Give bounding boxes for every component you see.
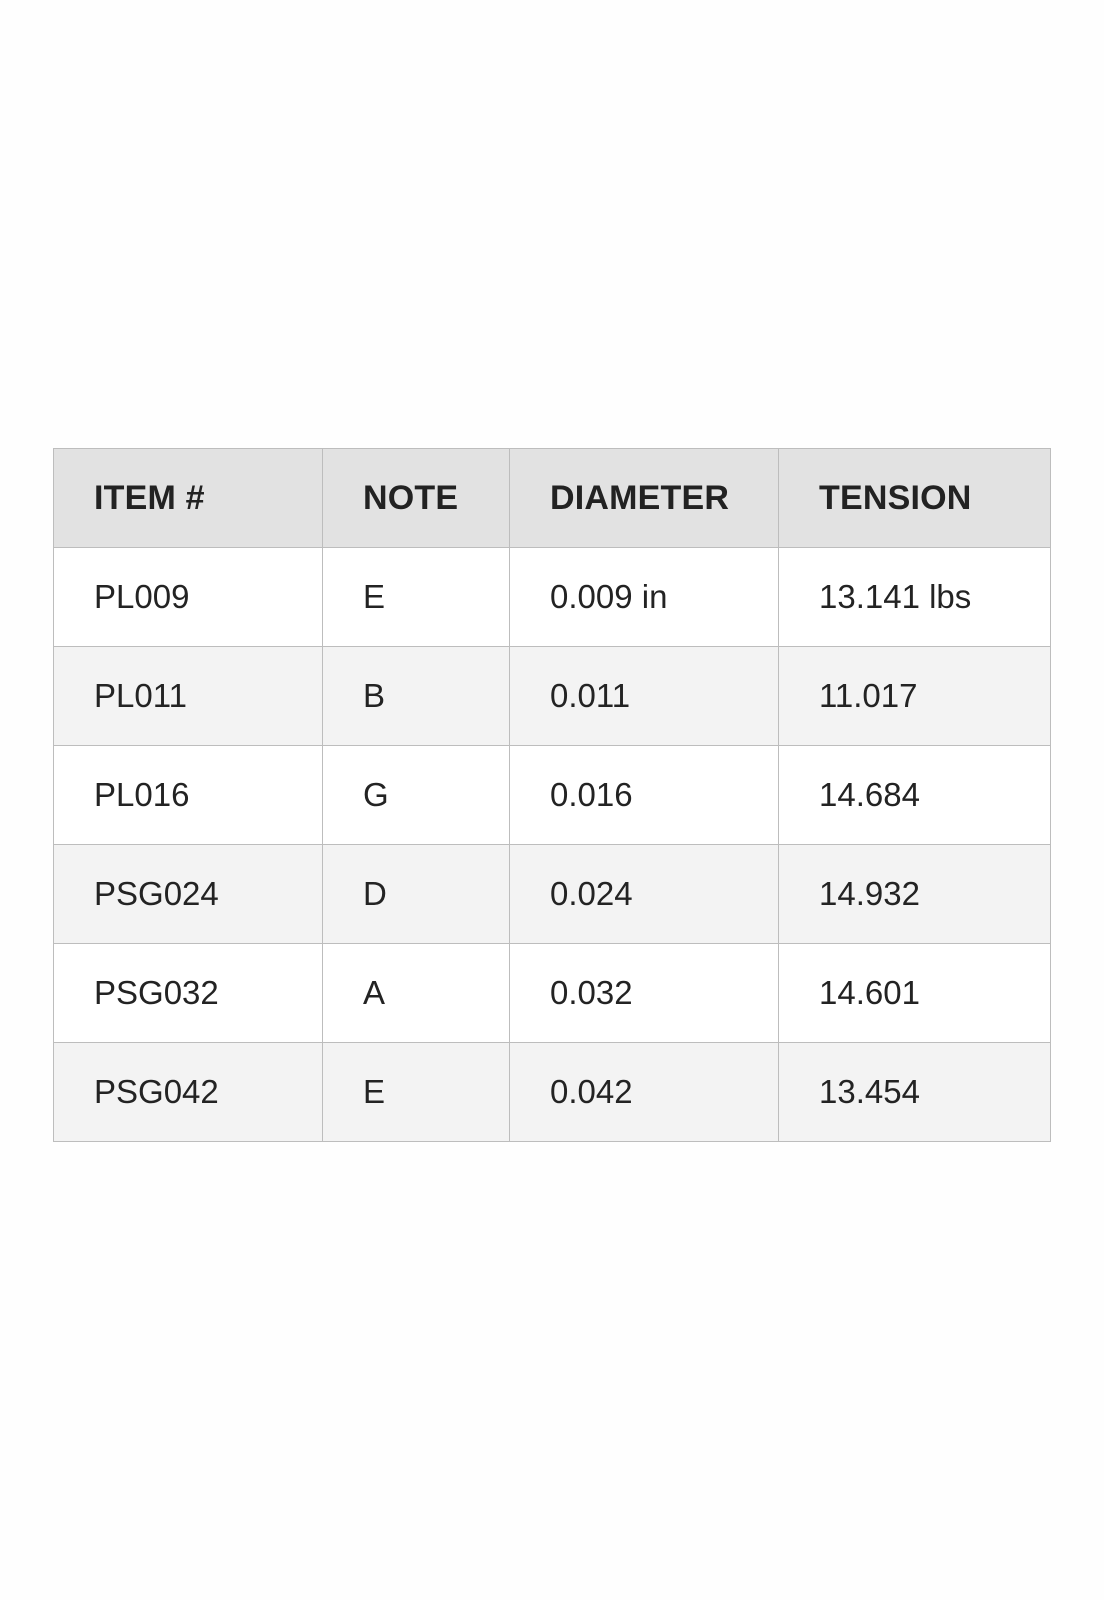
cell-item: PSG032: [54, 944, 323, 1043]
cell-item: PL016: [54, 746, 323, 845]
cell-item: PSG042: [54, 1043, 323, 1142]
cell-diameter: 0.032: [510, 944, 779, 1043]
cell-tension: 13.141 lbs: [779, 548, 1051, 647]
cell-item: PSG024: [54, 845, 323, 944]
cell-item: PL011: [54, 647, 323, 746]
cell-diameter: 0.011: [510, 647, 779, 746]
cell-tension: 14.684: [779, 746, 1051, 845]
cell-note: B: [323, 647, 510, 746]
table-row: [54, 1043, 1051, 1142]
table-row: [54, 647, 1051, 746]
table-row: [54, 548, 1051, 647]
cell-tension: 13.454: [779, 1043, 1051, 1142]
cell-diameter: 0.042: [510, 1043, 779, 1142]
table-row: [54, 746, 1051, 845]
table-row: [54, 845, 1051, 944]
header-note: NOTE: [323, 449, 510, 548]
string-spec-table-container: [53, 448, 1050, 1142]
cell-diameter: 0.016: [510, 746, 779, 845]
cell-note: E: [323, 1043, 510, 1142]
cell-note: A: [323, 944, 510, 1043]
cell-tension: 11.017: [779, 647, 1051, 746]
header-row: [54, 449, 1051, 548]
table-body: [54, 548, 1051, 1142]
cell-tension: 14.601: [779, 944, 1051, 1043]
header-item-number: ITEM #: [54, 449, 323, 548]
header-diameter: DIAMETER: [510, 449, 779, 548]
string-spec-table: [53, 448, 1051, 1142]
cell-diameter: 0.009 in: [510, 548, 779, 647]
cell-note: G: [323, 746, 510, 845]
header-tension: TENSION: [779, 449, 1051, 548]
cell-note: E: [323, 548, 510, 647]
cell-item: PL009: [54, 548, 323, 647]
cell-diameter: 0.024: [510, 845, 779, 944]
table-row: [54, 944, 1051, 1043]
table-header: [54, 449, 1051, 548]
cell-tension: 14.932: [779, 845, 1051, 944]
cell-note: D: [323, 845, 510, 944]
